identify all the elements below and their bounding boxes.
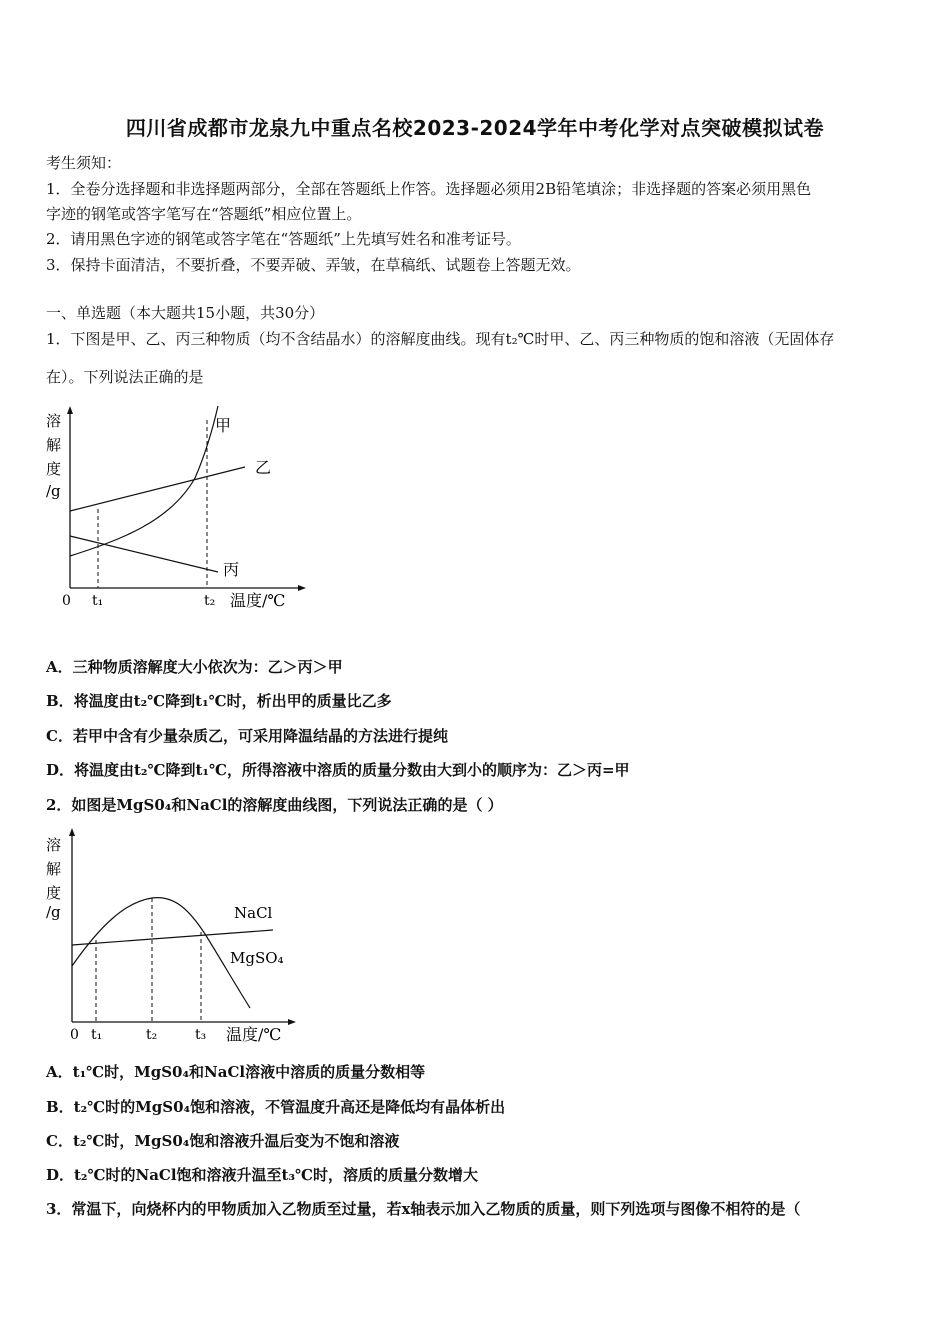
q2-t2-label: t₂ [146,1027,158,1043]
notice-item-2: 2．请用黑色字迹的钢笔或答字笔在“答题纸”上先填写姓名和准考证号。 [46,230,521,248]
q2-y-arrow [69,828,75,836]
page-title: 四川省成都市龙泉九中重点名校2023-2024学年中考化学对点突破模拟试卷 [125,116,825,140]
q1-origin: 0 [62,593,71,609]
notice-item-1: 1．全卷分选择题和非选择题两部分，全部在答题纸上作答。选择题必须用2B铅笔填涂；非选择题的答案必须用黑色 [46,180,812,198]
q2-option-d: D．t₂℃时的NaCl饱和溶液升温至t₃℃时，溶质的质量分数增大 [46,1166,479,1184]
q1-option-d: D．将温度由t₂℃降到t₁℃，所得溶液中溶质的质量分数由大到小的顺序为：乙＞丙=甲 [46,761,630,779]
notice-item-3: 3．保持卡面清洁，不要折叠，不要弄破、弄皱，在草稿纸、试题卷上答题无效。 [46,256,581,274]
q1-option-b: B．将温度由t₂℃降到t₁℃时，析出甲的质量比乙多 [46,692,392,710]
q1-option-a: A．三种物质溶解度大小依次为：乙＞丙＞甲 [46,658,343,676]
q2-stem: 2．如图是MgS0₄和NaCl的溶解度曲线图，下列说法正确的是（ ） [46,796,503,814]
q1-curve-yi [70,467,245,511]
q2-option-a: A．t₁℃时，MgS0₄和NaCl溶液中溶质的质量分数相等 [46,1063,426,1081]
q1-label-jia: 甲 [215,416,232,435]
q2-t3-label: t₃ [195,1027,207,1043]
q1-y-arrow [67,406,73,414]
q1-label-bing: 丙 [223,560,240,579]
q2-ylabel-4: /g [46,903,61,921]
q1-curve-bing [70,536,218,572]
notice-header: 考生须知： [46,154,122,172]
q2-curve-mgso4 [72,898,250,1008]
q1-ylabel [46,412,61,500]
q2-label-mgso4: MgSO₄ [230,949,284,967]
q2-solubility-graph [40,826,310,1048]
q1-ylabel-2: 解 [46,436,62,454]
q2-option-b: B．t₂℃时的MgS0₄饱和溶液，不管温度升高还是降低均有晶体析出 [46,1098,506,1116]
q2-curve-nacl [72,930,273,945]
q2-origin: 0 [70,1027,79,1043]
q1-stem-line2: 在）。下列说法正确的是 [46,368,204,386]
q1-curve-jia [70,406,218,556]
q1-solubility-graph [40,400,320,620]
q1-t2-label: t₂ [204,593,216,609]
q1-option-c: C．若甲中含有少量杂质乙，可采用降温结晶的方法进行提纯 [46,727,448,745]
q2-ylabel-1: 溶 [46,836,62,854]
q2-x-arrow [288,1019,296,1025]
q1-ylabel-3: 度 [46,460,62,478]
q1-x-arrow [298,585,306,591]
q1-t1-label: t₁ [92,593,104,609]
q1-xlabel: 温度/℃ [230,591,286,610]
section-heading: 一、单选题（本大题共15小题，共30分） [46,304,325,322]
q2-ylabel-2: 解 [46,860,62,878]
q3-stem: 3．常温下，向烧杯内的甲物质加入乙物质至过量，若x轴表示加入乙物质的质量，则下列选项与图像不相符的是（ [46,1200,801,1218]
q1-stem-line1: 1．下图是甲、乙、丙三种物质（均不含结晶水）的溶解度曲线。现有t₂℃时甲、乙、丙三种物质的饱和溶液（无固体存 [46,330,835,348]
q2-option-c: C．t₂℃时，MgS0₄饱和溶液升温后变为不饱和溶液 [46,1132,400,1150]
q2-label-nacl: NaCl [234,904,273,922]
q1-ylabel-1: 溶 [46,412,62,430]
notice-item-1-cont: 字迹的钢笔或答字笔写在“答题纸”相应位置上。 [46,205,362,223]
q1-ylabel-4: /g [46,482,61,500]
q2-t1-label: t₁ [91,1027,103,1043]
q2-ylabel-3: 度 [46,884,62,902]
q2-xlabel: 温度/℃ [226,1025,282,1044]
q1-label-yi: 乙 [255,458,272,477]
